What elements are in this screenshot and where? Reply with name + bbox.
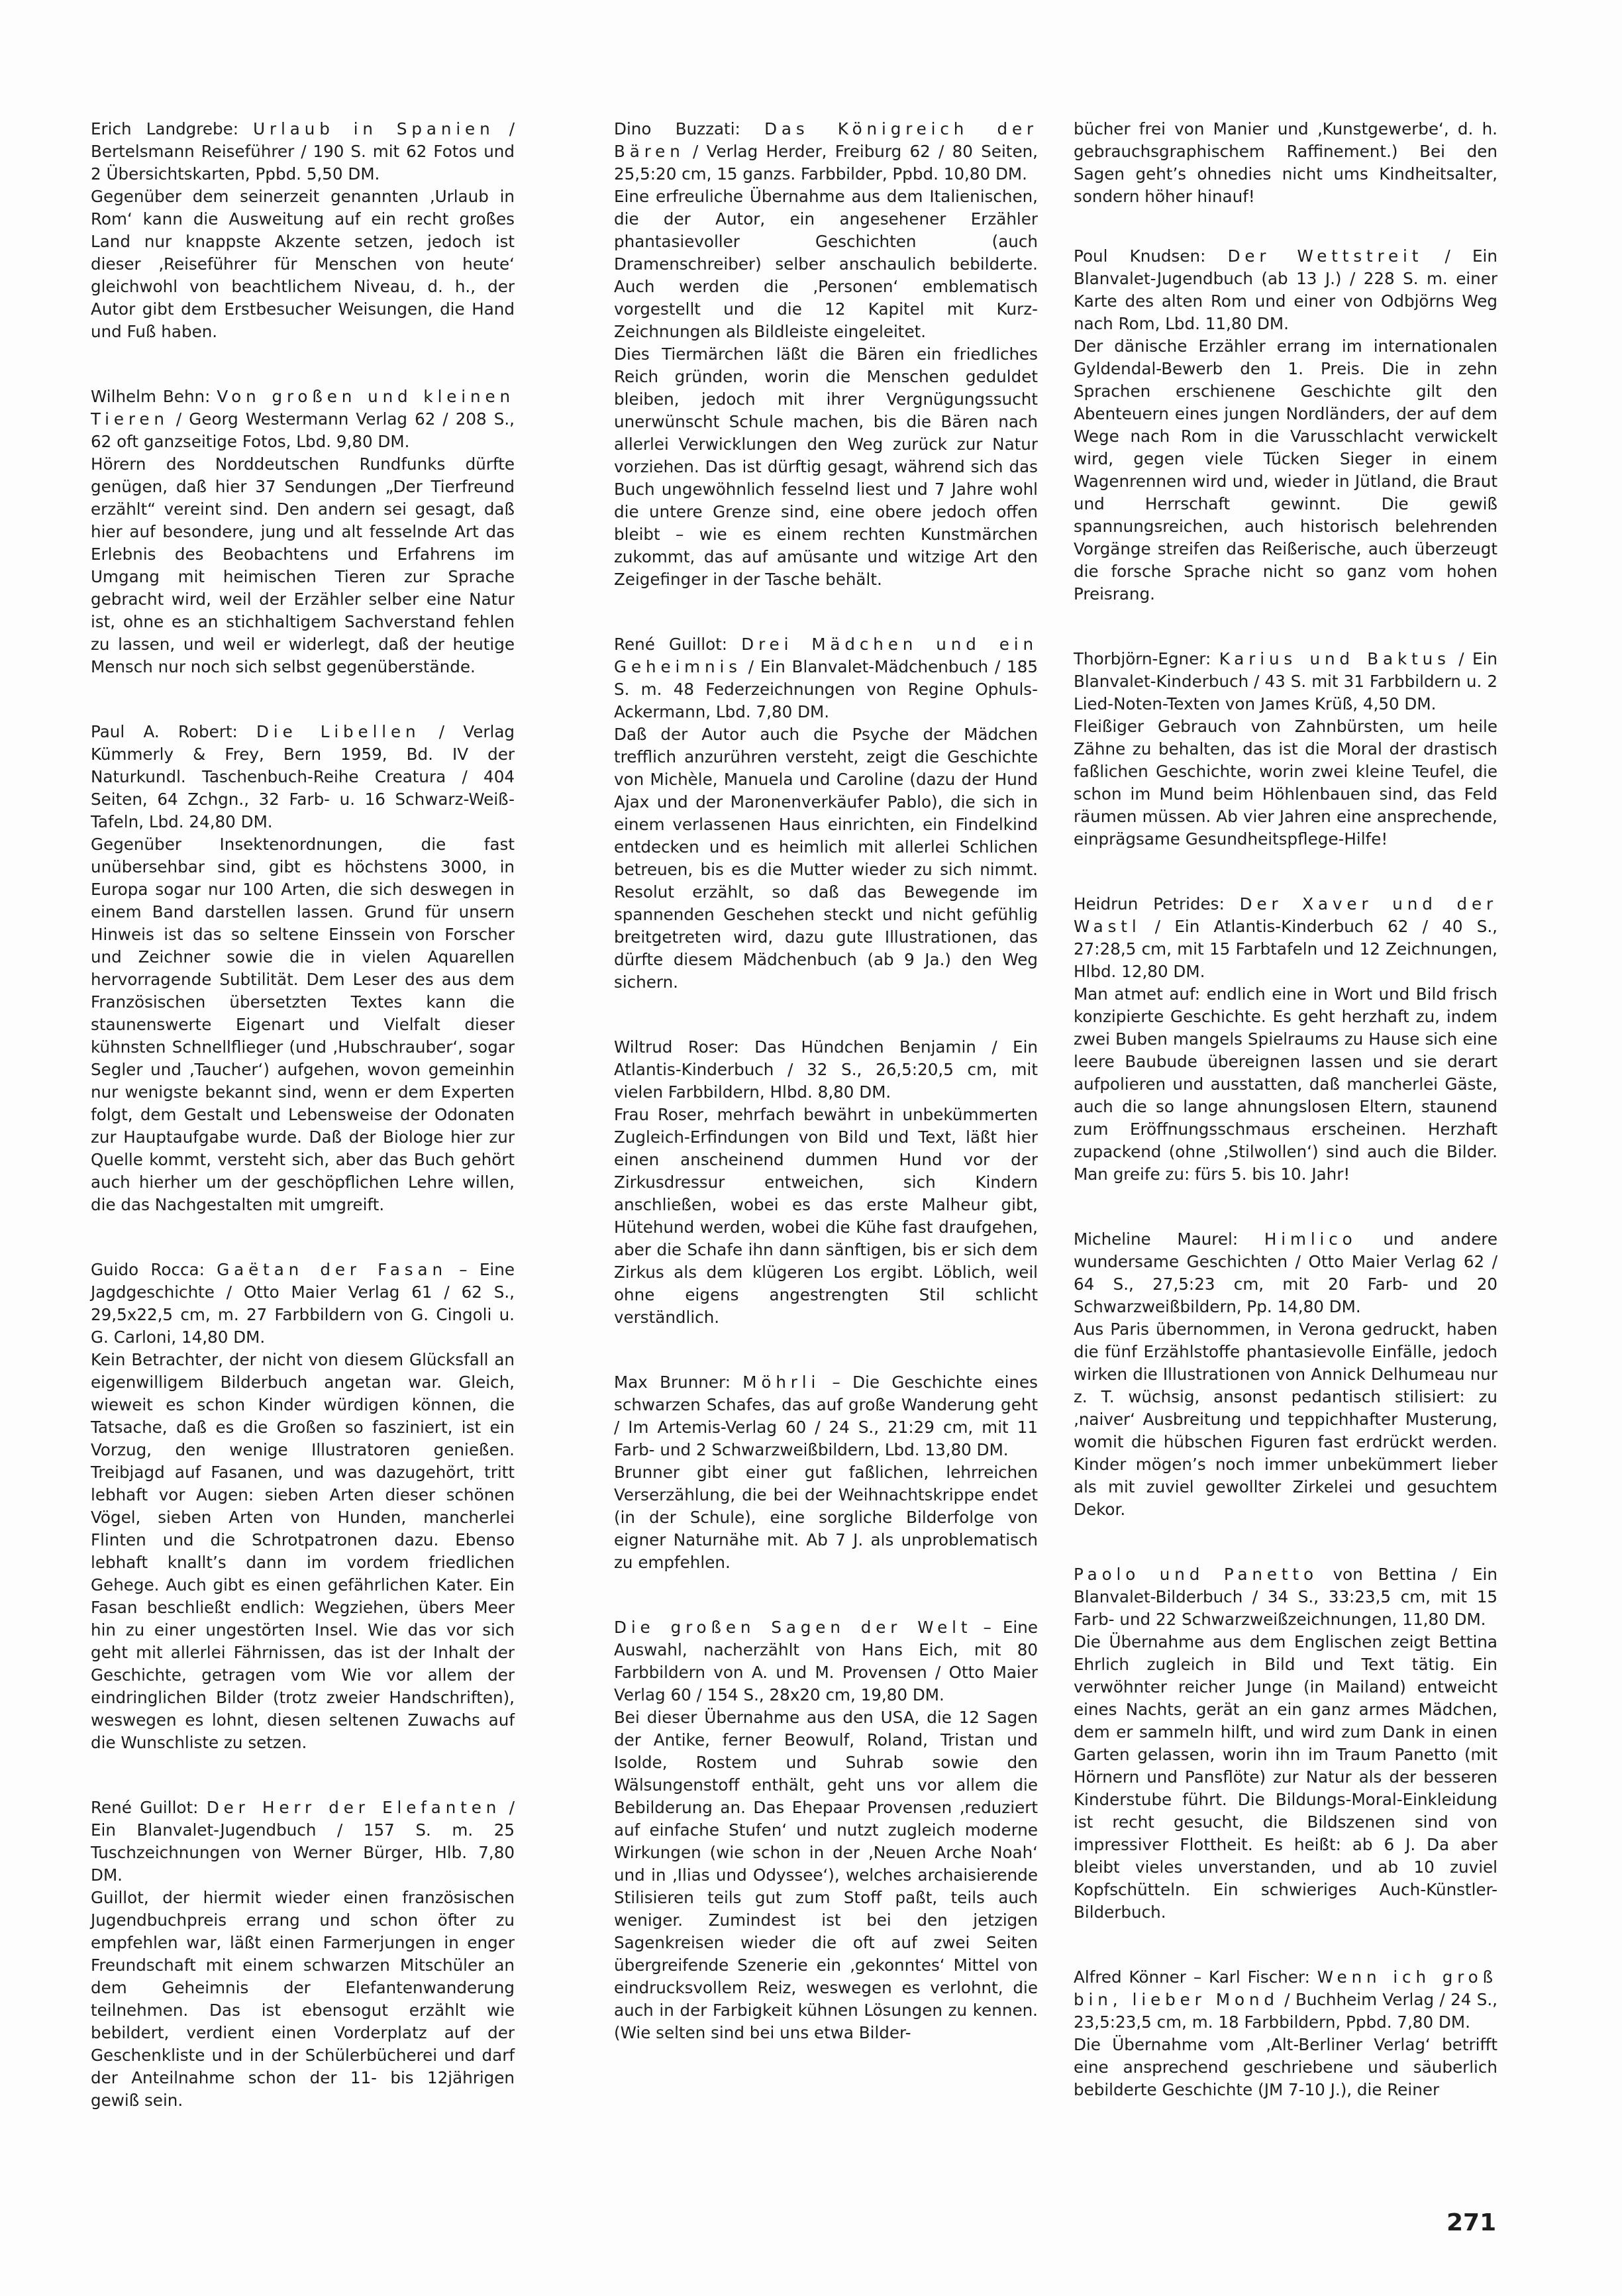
entry-details: / Ein Atlantis-Kinderbuch / 32 S., 26,5:20,5 cm, mit vielen Farbbildern, Hlbd. 8,80 DM. <box>614 1037 1038 1102</box>
entry-heading <box>91 386 515 453</box>
entry-title: Karius und Baktus <box>1219 649 1450 668</box>
entry-details: und andere wundersame Geschichten / Otto Maier Verlag 62 / 64 S., 27,5:23 cm, mit 20 Farb- und 20 Schwarzweißbildern, Pp. 14,80 DM. <box>1074 1229 1497 1316</box>
entry-heading <box>1074 648 1497 715</box>
entry-paragraph: Die Übernahme vom ‚Alt-Berliner Verlag‘ betrifft eine ansprechend geschriebene und säuberlich bebilderte Geschichte (JM 7-10 J.), die Reiner <box>1074 2035 1497 2099</box>
entry-paragraph: Gegenüber Insektenordnungen, die fast unübersehbar sind, gibt es höchstens 3000, in Europa sogar nur 100 Arten, die sich deswegen in einem Band darstellen lassen. Grund für unsern Hinweis ist das so seltene Einssein von Forscher und Zeichner sowie die in vielen Aquarellen hervorragende Subtilität. Dem Leser des aus dem Französischen übersetzten Textes kann die staunenswerte Eigenart und Vielfalt dieser kühnsten Schnellflieger (und ‚Hubschrauber‘, sogar Segler und ‚Taucher‘) aufgehen, wovon gemeinhin nur wenigste bekannt sind, wenn er dem Experten folgt, dem Gestalt und Lebensweise der Odonaten zur Hauptaufgabe wurde. Daß der Biologe hier zur Quelle kommt, versteht sich, aber das Buch gehört auch hierher um der geschöpflichen Lehre willen, die das Nachgestalten mit umgreift. <box>91 835 515 1214</box>
entry-paragraph: Man atmet auf: endlich eine in Wort und Bild frisch konzipierte Geschichte. Es geht herzhaft zu, indem zwei Buben mangels Spielraums zu Hause sich eine leere Baubude übereignen lassen und sie derart aufpolieren und ausstatten, daß mancherlei Gäste, auch die so lange ahnungslosen Eltern, staunend zum Eröffnungsschmaus erscheinen. Herzhaft zupackend (ohne ‚Stilwollen‘) sind auch die Bilder. Man greife zu: fürs 5. bis 10. Jahr! <box>1074 984 1497 1184</box>
entry-heading <box>614 633 1038 723</box>
review-guillot-maedchen <box>614 633 1038 994</box>
entry-heading <box>1074 1228 1497 1318</box>
page-number: 271 <box>1446 2209 1497 2236</box>
entry-paragraph: Fleißiger Gebrauch von Zahnbürsten, um heile Zähne zu behalten, das ist die Moral der drastisch faßlichen Geschichte, worin zwei kleine Teufel, die schon im Mund beim Höhlenbauen sind, das Feld räumen müssen. Ab vier Jahren eine ansprechende, einprägsame Gesundheitspflege-Hilfe! <box>1074 717 1497 849</box>
entry-paragraph: Der dänische Erzähler errang im internationalen Gyldendal-Bewerb den 1. Preis. Die in zehn Sprachen erschienene Geschichte gilt den Abenteuern eines jungen Nordländers, der auf dem Wege nach Rom in die Varusschlacht verwickelt wird, gegen viele Tücken Sieger in einem Wagenrennen wird und, wieder in Jütland, die Braut und Herrschaft gewinnt. Die gewiß spannungsreichen, auch historisch belehrenden Vorgänge streifen das Reißerische, auch überzeugt die forsche Sprache nicht so ganz vom hohen Preisrang. <box>1074 337 1497 603</box>
entry-heading <box>91 1797 515 1887</box>
entry-heading <box>1074 1966 1497 2034</box>
entry-heading <box>91 1259 515 1349</box>
review-guillot-elefanten <box>91 1797 515 2112</box>
entry-paragraph: Gegenüber dem seinerzeit genannten ‚Urlaub in Rom‘ kann die Ausweitung auf ein recht großes Land nur knappste Akzente setzen, jedoch ist dieser ‚Reiseführer für Menschen von heute‘ gleichwohl von beachtlichem Niveau, d. h., der Autor gibt dem Erstbesucher Weisungen, die Hand und Fuß haben. <box>91 187 515 341</box>
entry-author: Poul Knudsen: <box>1074 246 1206 266</box>
entry-title: Die großen Sagen der Welt <box>614 1618 972 1637</box>
entry-author: Alfred Könner – Karl Fischer: <box>1074 1967 1310 1987</box>
entry-author: Max Brunner: <box>614 1373 731 1392</box>
entry-title: Gaëtan der Fasan <box>217 1260 447 1279</box>
entry-title: Die Libellen <box>256 722 421 741</box>
entry-heading <box>614 1616 1038 1706</box>
entry-title: Paolo und Panetto <box>1074 1565 1318 1584</box>
review-rocca <box>91 1259 515 1754</box>
entry-details: / Bertelsmann Reiseführer / 190 S. mit 62 Fotos und 2 Übersichtskarten, Ppbd. 5,50 DM. <box>91 119 515 183</box>
entry-paragraph: Hörern des Norddeutschen Rundfunks dürfte genügen, daß hier 37 Sendungen „Der Tierfreund erzählt“ vereint sind. Den andern sei gesagt, daß hier auf besondere, jung und alt fesselnde Art das Erlebnis des Beobachtens und Erfahrens im Umgang mit heimischen Tieren zur Sprache gebracht wird, weil der Erzähler selber eine Natur ist, ohne es an stichhaltigem Sachverstand fehlen zu lassen, und weil er widerlegt, daß der heutige Mensch nur noch sich selbst gegenüberstände. <box>91 454 515 676</box>
entry-paragraph: Die Übernahme aus dem Englischen zeigt Bettina Ehrlich zugleich in Bild und Text tätig. Ein verwöhnter reicher Junge (in Mailand) entweicht eines Nachts, gerät an ein ganz armes Mädchen, dem er sammeln hilft, und wird zum Dank in einen Garten gelassen, worin ihn im Traum Panetto (mit Hörnern und Pansflöte) zur Natur als der besseren Kinderstube führt. Die Bildungs-Moral-Einkleidung ist recht gesucht, die Bildszenen sind von impressiver Flottheit. Es heißt: ab 6 J. Da aber bleibt vieles unverstanden, und ab 10 zuviel Kopfschütteln. Ein schwieriges Auch-Künstler-Bilderbuch. <box>1074 1632 1497 1922</box>
entry-title: Himlico <box>1264 1229 1357 1249</box>
entry-details: / Verlag Herder, Freiburg 62 / 80 Seiten, 25,5:20 cm, 15 ganzs. Farbbilder, Ppbd. 10,80 DM. <box>614 142 1038 183</box>
entry-title: Das Hündchen Benjamin <box>754 1037 976 1057</box>
entry-author: Wiltrud Roser: <box>614 1037 739 1057</box>
entry-author: Guido Rocca: <box>91 1260 205 1279</box>
review-egner <box>1074 648 1497 851</box>
entry-heading <box>614 1371 1038 1461</box>
entry-author: Thorbjörn-Egner: <box>1074 649 1211 668</box>
entry-paragraph: Bei dieser Übernahme aus den USA, die 12 Sagen der Antike, ferner Beowulf, Roland, Tristan und Isolde, Rostem und Suhrab sowie den Wälsungenstoff enthält, geht uns vor allem die Bebilderung an. Das Ehepaar Provensen ‚reduziert auf einfache Stufen‘ und nutzt zugleich moderne Wirkungen (wie schon in der ‚Neuen Arche Noah‘ und in ‚Ilias und Odyssee‘), welches archaisierende Stilisieren teils gut zum Stoff paßt, teils auch weniger. Zumindest ist bei den jetzigen Sagenkreisen wieder die oft auf zwei Seiten übergreifende Szenerie ein ‚gekonntes‘ Mittel von eindrucksvollem Reiz, weswegen es verlohnt, die auch in der Farbigkeit kühnen Lösungen zu kennen. (Wie selten sind bei uns etwa Bilder- <box>614 1708 1038 2042</box>
review-robert <box>91 721 515 1216</box>
entry-author: René Guillot: <box>91 1798 199 1817</box>
entry-heading <box>1074 1563 1497 1631</box>
entry-author: Wilhelm Behn: <box>91 387 211 406</box>
entry-details: / Ein Blanvalet-Mädchenbuch / 185 S. m. 48 Federzeichnungen von Regine Ophuls-Ackermann, Lbd. 7,80 DM. <box>614 657 1039 721</box>
review-maurel <box>1074 1228 1497 1521</box>
entry-details: – Eine Jagdgeschichte / Otto Maier Verlag 61 / 62 S., 29,5x22,5 cm, m. 27 Farbbildern von G. Cingoli u. G. Carloni, 14,80 DM. <box>91 1260 515 1347</box>
entry-details: / Ein Blanvalet-Jugendbuch / 157 S. m. 25 Tuschzeichnungen von Werner Bürger, Hlb. 7,80 DM. <box>91 1798 515 1885</box>
entry-paragraph: Kein Betrachter, der nicht von diesem Glücksfall an eigenwilligem Bilderbuch angetan war. Gleich, wieweit es schon Kinder würdigen können, die Tatsache, daß es die Großen so fasziniert, ist ein Vorzug, den wenige Illustratoren genießen. Treibjagd auf Fasanen, und was dazugehört, tritt lebhaft vor Augen: sieben Arten dieser schönen Vögel, sieben Arten von Hunden, mancherlei Flinten und die Schrotpatronen dazu. Ebenso lebhaft knallt’s dann im vordem friedlichen Gehege. Auch gibt es einen gefährlichen Kater. Ein Fasan beschließt endlich: Wegziehen, übers Meer hin zu einer ungestörten Insel. Wie das vor sich geht mit allerlei Fährnissen, das ist der Inhalt der Geschichte, getragen vom Wie vor allem der eindringlichen Bilder (trotz zweier Handschriften), weswegen es lohnt, diesen seltenen Zuwachs auf die Wunschliste zu setzen. <box>91 1350 515 1752</box>
column-3 <box>1074 118 1497 2144</box>
entry-details: / Verlag Kümmerly & Frey, Bern 1959, Bd. IV der Naturkundl. Taschenbuch-Reihe Creatura / 404 Seiten, 64 Zchgn., 32 Farb- u. 16 Schwarz-Weiß-Tafeln, Lbd. 24,80 DM. <box>91 722 515 831</box>
entry-title: Von großen und kleinen Tieren <box>91 387 515 429</box>
entry-author: René Guillot: <box>614 635 728 654</box>
review-koenner <box>1074 1966 1497 2101</box>
review-sagen <box>614 1616 1038 2044</box>
entry-paragraph: Daß der Autor auch die Psyche der Mädchen trefflich anzurühren versteht, zeigt die Geschichte von Michèle, Manuela und Caroline (dazu der Hund Ajax und der Maronenverkäufer Pablo), die sich in einem verlassenen Haus einrichten, ein Findelkind entdecken und es heimlich mit allerlei Schlichen betreuen, bis es die Mutter wieder zu sich nimmt. Resolut erzählt, so daß das Bewegende im spannenden Geschehen steckt und nicht gefühlig breitgetreten wird, dazu gute Illustrationen, das dürfte diesem Mädchenbuch (ab 9 Ja.) den Weg sichern. <box>614 725 1038 992</box>
column-1 <box>91 118 515 2154</box>
entry-title: Das Königreich der Bären <box>614 119 1038 161</box>
review-buzzati <box>614 118 1038 591</box>
review-brunner <box>614 1371 1038 1574</box>
entry-details: von Bettina / Ein Blanvalet-Bilderbuch / 34 S., 33:23,5 cm, mit 15 Farb- und 22 Schwarzweißzeichnungen, 11,80 DM. <box>1074 1565 1497 1629</box>
entry-author: Erich Landgrebe: <box>91 119 239 138</box>
entry-title: Der Wettstreit <box>1227 246 1423 266</box>
review-bettina <box>1074 1563 1497 1924</box>
review-sagen-continued <box>1074 118 1497 208</box>
entry-title: Der Xaver und der Wastl <box>1074 894 1497 936</box>
entry-details: / Georg Westermann Verlag 62 / 208 S., 62 oft ganzseitige Fotos, Lbd. 9,80 DM. <box>91 409 515 451</box>
review-landgrebe <box>91 118 515 343</box>
column-2 <box>614 118 1038 2087</box>
entry-heading <box>614 118 1038 185</box>
entry-details: / Ein Atlantis-Kinderbuch 62 / 40 S., 27:28,5 cm, mit 15 Farbtafeln und 12 Zeichnungen, Hlbd. 12,80 DM. <box>1074 917 1497 981</box>
entry-details: / Buchheim Verlag / 24 S., 23,5:23,5 cm, m. 18 Farbbildern, Ppbd. 7,80 DM. <box>1074 1990 1498 2032</box>
entry-author: Heidrun Petrides: <box>1074 894 1225 913</box>
entry-details: – Eine Auswahl, nacherzählt von Hans Eich, mit 80 Farbbildern von A. und M. Provensen / Otto Maier Verlag 60 / 154 S., 28x20 cm, 19,80 DM. <box>614 1618 1038 1704</box>
entry-details: / Ein Blanvalet-Jugendbuch (ab 13 J.) / 228 S. m. einer Karte des alten Rom und einer von Odbjörns Weg nach Rom, Lbd. 11,80 DM. <box>1074 246 1497 333</box>
entry-details: / Ein Blanvalet-Kinderbuch / 43 S. mit 31 Farbbildern u. 2 Lied-Noten-Texten von James Krüß, 4,50 DM. <box>1074 649 1497 713</box>
entry-paragraph: bücher frei von Manier und ‚Kunstgewerbe‘, d. h. gebrauchsgraphischem Raffinement.) Bei den Sagen geht’s ohnedies nicht ums Kindheitsalter, sondern höher hinauf! <box>1074 119 1497 206</box>
entry-paragraph: Frau Roser, mehrfach bewährt in unbekümmerten Zugleich-Erfindungen von Bild und Text, läßt hier einen anscheinend dummen Hund vor der Zirkusdressur entweichen, sich Kindern anschließen, wobei es das erste Malheur gibt, Hütehund werden, wobei die Kühe fast draufgehen, aber die Schafe ihn dann sänftigen, bis er sich dem Zirkus als dem klügeren Los ergibt. Löblich, weil ohne eigens angestrengten Stil schlicht verständlich. <box>614 1105 1038 1327</box>
entry-heading <box>1074 893 1497 983</box>
entry-heading <box>614 1036 1038 1104</box>
review-knudsen <box>1074 245 1497 605</box>
review-roser <box>614 1036 1038 1329</box>
entry-paragraph: Dies Tiermärchen läßt die Bären ein friedliches Reich gründen, worin die Menschen geduldet bleiben, jedoch mit ihrer Vergnügungssucht unerwünscht Schule machen, bis die Bären nach allerlei Verwicklungen den Weg zurück zur Natur vorziehen. Das ist dürftig gesagt, während sich das Buch ungewöhnlich fesselnd liest und 7 Jahre wohl die untere Grenze sind, eine obere jedoch offen bleibt – wie es einem rechten Kunstmärchen zukommt, das auf amüsante und witzige Art den Zeigefinger in der Tasche behält. <box>614 344 1038 589</box>
entry-paragraph: Eine erfreuliche Übernahme aus dem Italienischen, die der Autor, ein angesehener Erzähler phantasievoller Geschichten (auch Dramenschreiber) selber anschaulich bebilderte. Auch werden die ‚Personen‘ emblematisch vorgestellt und die 12 Kapitel mit Kurz-Zeichnungen als Bildleiste eingeleitet. <box>614 187 1038 341</box>
entry-title: Möhrli <box>742 1373 821 1392</box>
entry-heading <box>91 118 515 185</box>
entry-title: Wenn ich groß bin, lieber Mond <box>1074 1967 1497 2009</box>
entry-paragraph: Guillot, der hiermit wieder einen französischen Jugendbuchpreis errang und schon öfter zu empfehlen war, läßt einen Farmerjungen in enger Freundschaft mit einem schwarzen Mitschüler an dem Geheimnis der Elefantenwanderung teilnehmen. Das ist ebensogut erzählt wie bebildert, verdient einen Vorderplatz auf der Geschenkliste und in der Schülerbücherei und darf der Anteilnahme schon der 11- bis 12jährigen gewiß sein. <box>91 1888 515 2110</box>
entry-paragraph: Aus Paris übernommen, in Verona gedruckt, haben die fünf Erzählstoffe phantasievolle Einfälle, jedoch wirken die Illustrationen von Annick Delhumeau nur z. T. wüchsig, ansonst pedantisch stilisiert: zu ‚naiver‘ Ausbreitung und teppichhafter Musterung, womit die hübschen Figuren fast erdrückt werden. Kinder mögen’s noch immer unbekümmert lieber als mit zuviel gewollter Zirkelei und gesuchtem Dekor. <box>1074 1320 1497 1519</box>
entry-author: Micheline Maurel: <box>1074 1229 1239 1249</box>
entry-details: – Die Geschichte eines schwarzen Schafes, das auf große Wanderung geht / Im Artemis-Verlag 60 / 24 S., 21:29 cm, mit 11 Farb- und 2 Schwarzweißbildern, Lbd. 13,80 DM. <box>614 1373 1038 1459</box>
review-petrides <box>1074 893 1497 1186</box>
entry-author: Paul A. Robert: <box>91 722 238 741</box>
entry-paragraph: Brunner gibt einer gut faßlichen, lehrreichen Verserzählung, die bei der Weihnachtskrippe endet (in der Schule), eine sorgliche Bilderfolge von eigner Naturnähe mit. Ab 7 J. als unproblematisch zu empfehlen. <box>614 1463 1038 1572</box>
entry-author: Dino Buzzati: <box>614 119 740 138</box>
entry-title: Der Herr der Elefanten <box>206 1798 501 1817</box>
entry-title: Urlaub in Spanien <box>253 119 495 138</box>
entry-heading <box>91 721 515 833</box>
review-behn <box>91 386 515 678</box>
entry-heading <box>1074 245 1497 335</box>
entry-title: Drei Mädchen und ein Geheimnis <box>614 635 1038 676</box>
